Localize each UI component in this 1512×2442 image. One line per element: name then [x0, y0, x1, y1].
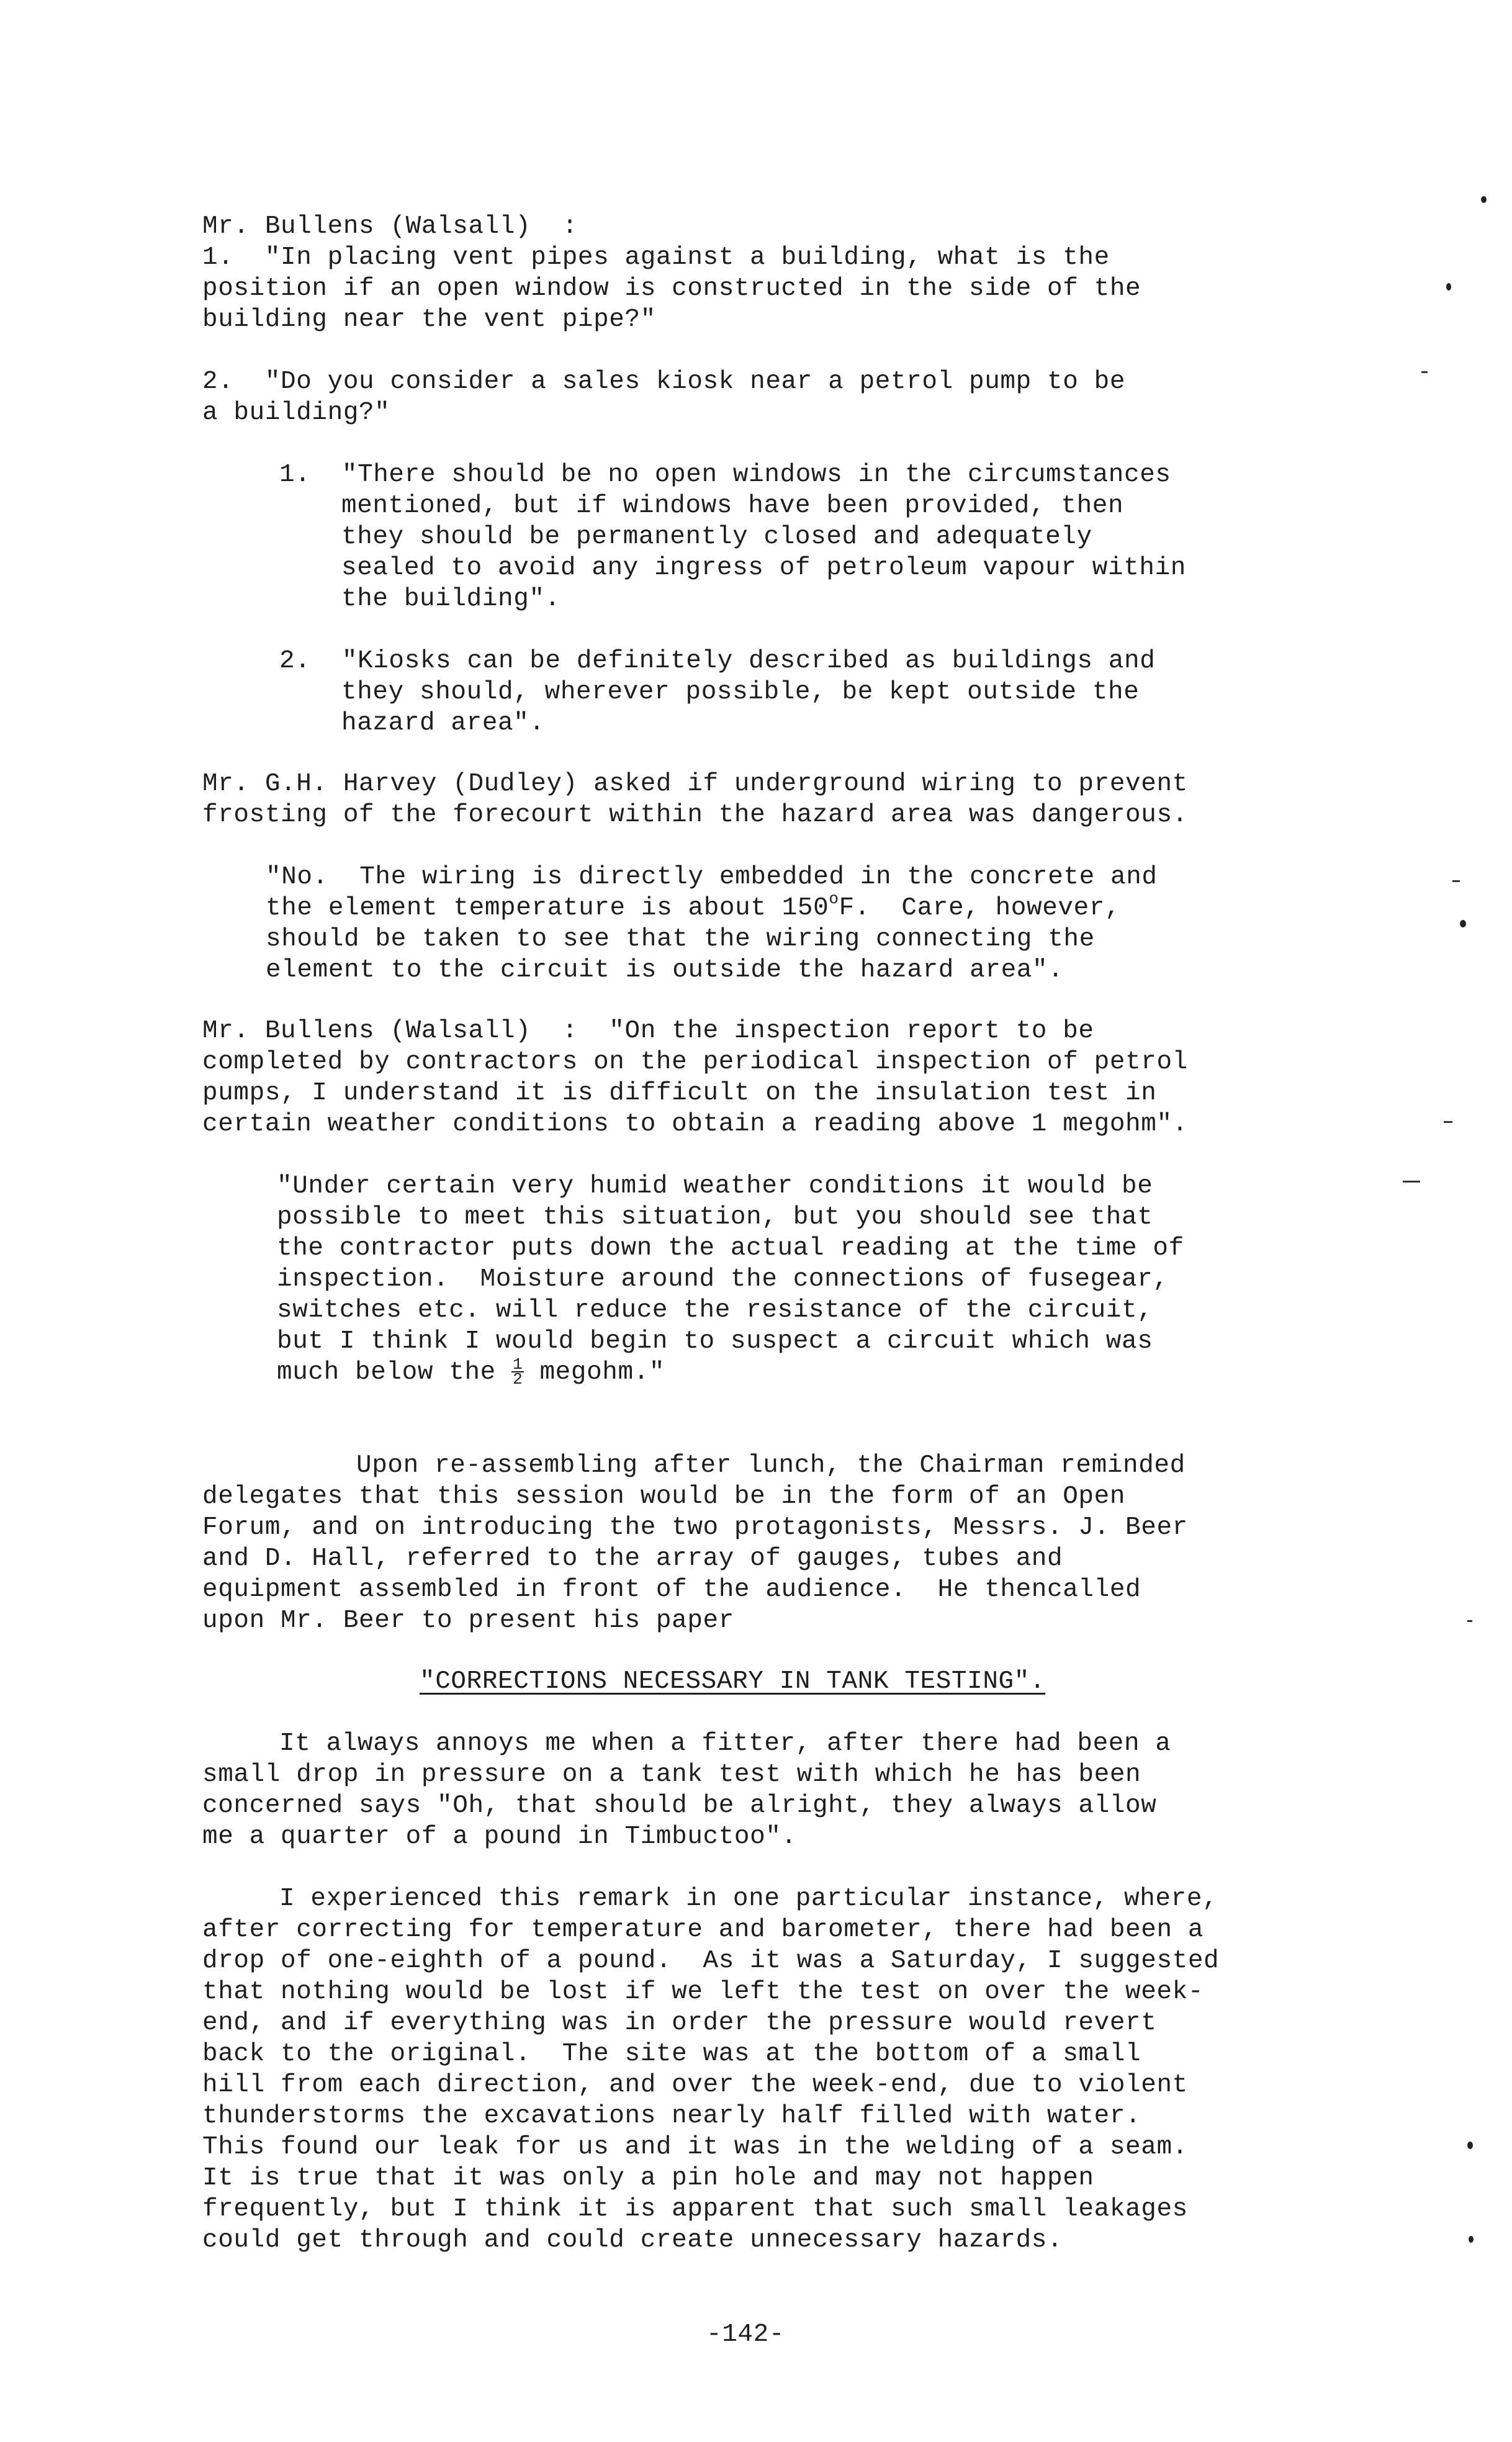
text-line: could get through and could create unnecessary hazards.: [202, 2226, 1063, 2255]
text-line: switches etc. will reduce the resistance of the circuit,: [277, 1296, 1153, 1325]
margin-dash: [1467, 1620, 1472, 1622]
text-line: building near the vent pipe?": [202, 305, 656, 334]
fraction-numerator: 1: [513, 1355, 523, 1374]
temperature-line: [266, 890, 1121, 924]
margin-speck: [1446, 283, 1451, 291]
text-line: hill from each direction, and over the week-end, due to violent: [202, 2071, 1188, 2099]
temperature-line-end: F. Care, however,: [839, 894, 1121, 922]
text-line: It always annoys me when a fitter, after there had been a: [279, 1729, 1171, 1758]
margin-speck: [1460, 920, 1466, 927]
text-line: and D. Hall, referred to the array of gauges, tubes and: [202, 1544, 1063, 1573]
text-line: end, and if everything was in order the pressure would revert: [202, 2009, 1157, 2037]
text-line: back to the original. The site was at the bottom of a small: [202, 2040, 1141, 2068]
text-line: should be taken to see that the wiring connecting the: [266, 925, 1095, 953]
margin-dash: [1421, 371, 1428, 373]
text-line: upon Mr. Beer to present his paper: [202, 1606, 734, 1635]
text-line: thunderstorms the excavations nearly half filled with water.: [202, 2102, 1141, 2130]
text-line: equipment assembled in front of the audience. He thencalled: [202, 1575, 1141, 1604]
text-line: frequently, but I think it is apparent that such small leakages: [202, 2195, 1188, 2223]
text-line: 1. "There should be no open windows in the circumstances: [279, 461, 1171, 489]
text-line: drop of one-eighth of a pound. As it was a Saturday, I suggested: [202, 1947, 1220, 1975]
text-line: 2. "Do you consider a sales kiosk near a petrol pump to be: [202, 367, 1126, 396]
one-half-fraction: [511, 1355, 524, 1389]
text-line: they should be permanently closed and adequately: [341, 523, 1092, 551]
text-line: me a quarter of a pound in Timbuctoo".: [202, 1822, 797, 1851]
half-megohm-line-start: much below the: [277, 1358, 512, 1387]
text-line: frosting of the forecourt within the hazard area was dangerous.: [202, 801, 1188, 829]
fraction-denominator: 2: [513, 1370, 523, 1389]
margin-speck: [1481, 196, 1487, 203]
temperature-line-start: the element temperature is about 150: [266, 894, 829, 922]
text-line: This found our leak for us and it was in the welding of a seam.: [202, 2133, 1188, 2161]
text-line: It is true that it was only a pin hole and may not happen: [202, 2164, 1094, 2192]
text-line: Mr. Bullens (Walsall) :: [202, 212, 578, 241]
text-line: position if an open window is constructed in the side of the: [202, 274, 1141, 303]
text-line: "Under certain very humid weather conditions it would be: [277, 1172, 1153, 1201]
margin-speck: [1469, 2236, 1474, 2243]
margin-speck: [1467, 2142, 1473, 2149]
page-number: -142-: [706, 2320, 785, 2349]
half-megohm-line-end: megohm.": [524, 1358, 665, 1387]
text-line: "No. The wiring is directly embedded in the concrete and: [266, 863, 1158, 891]
half-megohm-line: [277, 1357, 665, 1388]
text-line: pumps, I understand it is difficult on the insulation test in: [202, 1079, 1157, 1107]
text-line: after correcting for temperature and barometer, there had been a: [202, 1916, 1204, 1944]
text-line: 1. "In placing vent pipes against a building, what is the: [202, 243, 1110, 272]
text-line: that nothing would be lost if we left the test on over the week-: [202, 1978, 1204, 2006]
text-line: 2. "Kiosks can be definitely described as buildings and: [279, 647, 1156, 675]
text-line: but I think I would begin to suspect a circuit which was: [277, 1327, 1153, 1356]
text-line: sealed to avoid any ingress of petroleum vapour within: [341, 554, 1187, 582]
text-line: the contractor puts down the actual reading at the time of: [277, 1234, 1184, 1263]
margin-dash: [1452, 880, 1460, 882]
margin-dash: [1403, 1181, 1420, 1183]
text-line: Forum, and on introducing the two protagonists, Messrs. J. Beer: [202, 1513, 1188, 1542]
text-line: I experienced this remark in one particular instance, where,: [279, 1885, 1218, 1913]
section-title: "CORRECTIONS NECESSARY IN TANK TESTING".: [420, 1667, 1046, 1696]
text-line: certain weather conditions to obtain a reading above 1 megohm".: [202, 1110, 1188, 1138]
margin-dash: [1444, 1121, 1452, 1123]
text-line: Mr. G.H. Harvey (Dudley) asked if underground wiring to prevent: [202, 770, 1188, 798]
text-line: they should, wherever possible, be kept outside the: [341, 678, 1140, 706]
degree-sign: o: [829, 890, 839, 908]
text-line: the building".: [341, 585, 560, 613]
text-line: possible to meet this situation, but you should see that: [277, 1203, 1153, 1232]
text-line: Upon re-assembling after lunch, the Chairman reminded: [356, 1451, 1186, 1480]
text-line: concerned says "Oh, that should be alright, they always allow: [202, 1791, 1157, 1820]
text-line: a building?": [202, 399, 390, 427]
text-line: completed by contractors on the periodical inspection of petrol: [202, 1048, 1188, 1076]
text-line: mentioned, but if windows have been provided, then: [341, 492, 1124, 520]
text-line: small drop in pressure on a tank test with which he has been: [202, 1760, 1141, 1789]
text-line: delegates that this session would be in the form of an Open: [202, 1482, 1126, 1511]
text-line: Mr. Bullens (Walsall) : "On the inspection report to be: [202, 1017, 1094, 1045]
text-line: element to the circuit is outside the hazard area".: [266, 956, 1064, 984]
text-line: inspection. Moisture around the connections of fusegear,: [277, 1265, 1169, 1294]
text-line: hazard area".: [341, 709, 545, 737]
